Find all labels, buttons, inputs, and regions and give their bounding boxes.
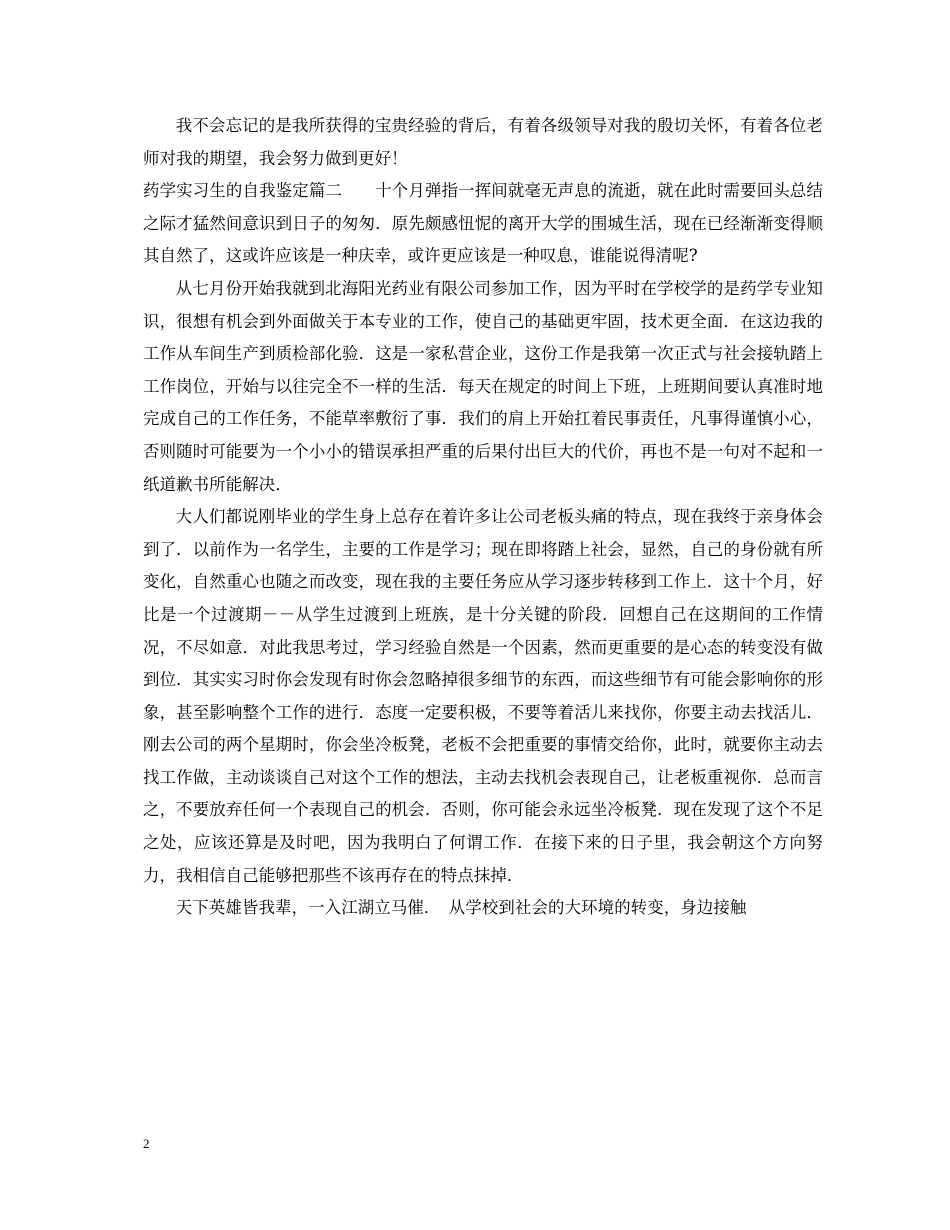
- paragraph-student-transition: 大人们都说刚毕业的学生身上总存在着许多让公司老板头痛的特点，现在我终于亲身体会到了．以前作为一名学生，主要的工作是学习；现在即将踏上社会，显然，自己的身份就有所变化，自然重心也随之而改变，现在我的主要任务应从学习逐步转移到工作上．这十个月，好比是一个过渡期－－从学生过渡到上班族，是十分关键的阶段．回想自己在这期间的工作情况，不尽如意．对此我思考过，学习经验自然是一个因素，然而更重要的是心态的转变没有做到位．其实实习时你会发现有时你会忽略掉很多细节的东西，而这些细节有可能会影响你的形象，甚至影响整个工作的进行．态度一定要积极，不要等着活儿来找你，你要主动去找活儿．刚去公司的两个星期时，你会坐冷板凳，老板不会把重要的事情交给你，此时，就要你主动去找工作做，主动谈谈自己对这个工作的想法，主动去找机会表现自己，让老板重视你．总而言之，不要放弃任何一个表现自己的机会．否则，你可能会永远坐冷板凳．现在发现了这个不足之处，应该还算是及时吧，因为我明白了何谓工作．在接下来的日子里，我会朝这个方向努力，我相信自己能够把那些不该再存在的特点抹掉．: [143, 507, 823, 885]
- page-number: 2: [143, 1136, 150, 1151]
- paragraph-work-experience: 从七月份开始我就到北海阳光药业有限公司参加工作，因为平时在学校学的是药学专业知识，很想有机会到外面做关于本专业的工作，使自己的基础更牢固，技术更全面．在这边我的工作从车间生产到质检部化验．这是一家私营企业，这份工作是我第一次正式与社会接轨踏上工作岗位，开始与以往完全不一样的生活．每天在规定的时间上下班，上班期间要认真准时地完成自己的工作任务，不能草率敷衍了事．我们的肩上开始扛着民事责任，凡事得谨慎小心，否则随时可能要为一个小小的错误承担严重的后果付出巨大的代价，再也不是一句对不起和一纸道歉书所能解决．: [143, 278, 823, 494]
- document-body: [143, 110, 823, 925]
- paragraph-closing-thanks: 我不会忘记的是我所获得的宝贵经验的背后，有着各级领导对我的殷切关怀，有着各位老师对我的期望，我会努力做到更好！: [143, 116, 823, 168]
- paragraph-section-two-heading: 药学实习生的自我鉴定篇二 十个月弹指一挥间就毫无声息的流逝，就在此时需要回头总结之际才猛然间意识到日子的匆匆．原先颇感忸怩的离开大学的围城生活，现在已经渐渐变得顺其自然了，这或许应该是一种庆幸，或许更应该是一种叹息，谁能说得清呢?: [143, 181, 823, 266]
- paragraph-heroes: 天下英雄皆我辈，一入江湖立马催． 从学校到社会的大环境的转变，身边接触: [175, 898, 747, 918]
